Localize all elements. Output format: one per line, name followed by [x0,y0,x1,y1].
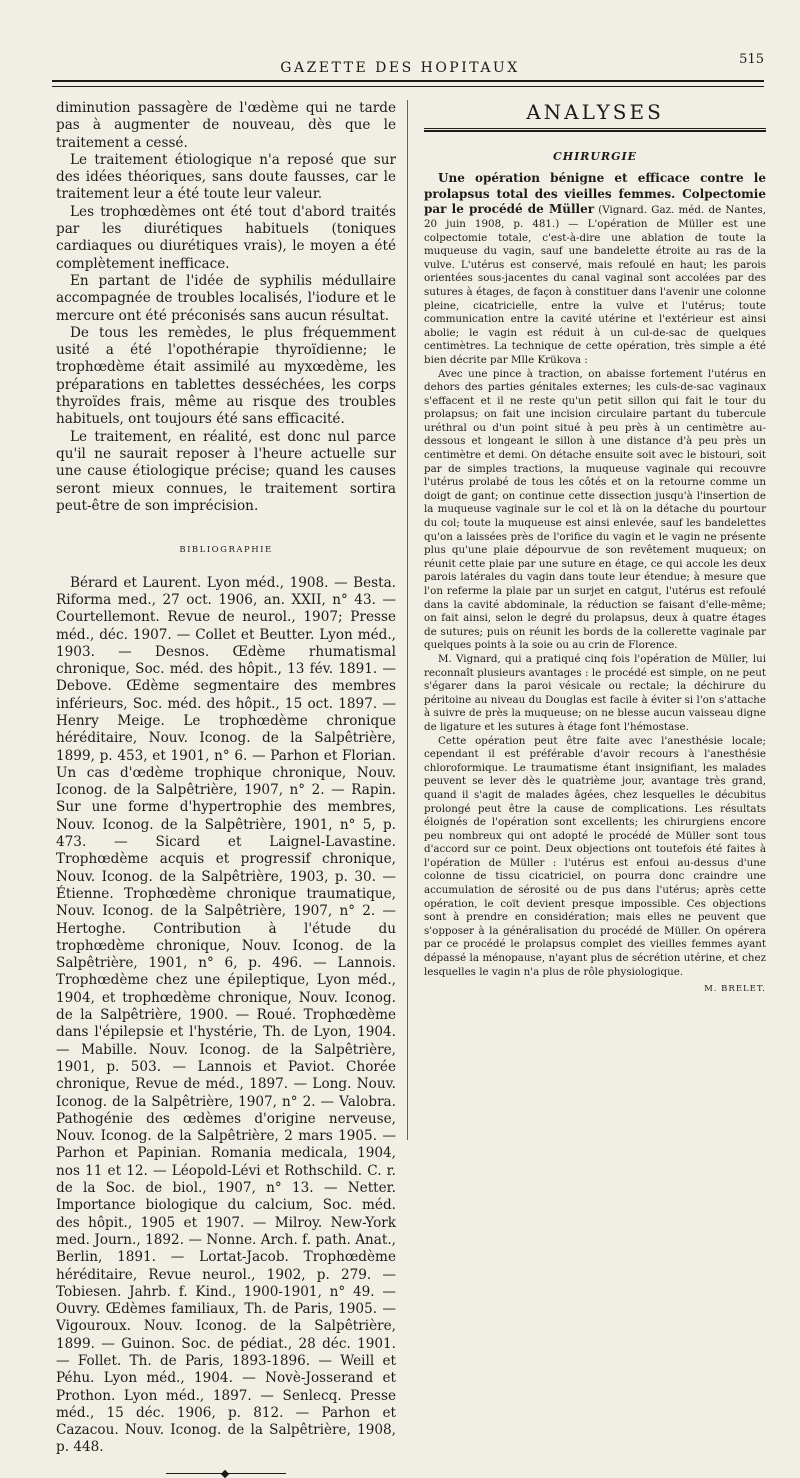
section-rule [424,128,766,129]
article-lead [424,171,766,367]
article-reference: (Vignard. Gaz. méd. de Nantes, 20 juin 1908, p. 481.) — L'opération de Müller est une colpectomie totale, c'est-à-dire une ablation de toute la muqueuse du vagin, sauf une bandelette étroite au ras de la vulve. L'utérus est conservé, mais refoulé en haut; les parois orientées sous-jacentes du canal vaginal sont accolées par des sutures à étages, de façon à constituer dans l'avenir une colonne pleine, cicatricielle, entre la vulve et l'utérus; toute communication entre la cavité utérine et l'extérieur est ainsi abolie; le vagin est réduit à un cul-de-sac de quelques centimètres. La technique de cette opération, très simple a été bien décrite par Mlle Krükova : [424,204,766,366]
section-title: ANALYSES [526,100,664,124]
bibliography-text: Bérard et Laurent. Lyon méd., 1908. — Besta. Riforma med., 27 oct. 1906, an. XXII, n° 43. — Courtellemont. Revue de neurol., 1907; Presse méd., déc. 1907. — Collet et Beutter. Lyon méd., 1903. — Desnos. Œdème rhumatismal chronique, Soc. méd. des hôpit., 13 fév. 1891. — Debove. Œdème segmentaire des membres inférieurs, Soc. méd. des hôpit., 15 oct. 1897. — Henry Meige. Le trophœdème chronique héréditaire, Nouv. Iconog. de la Salpêtrière, 1899, p. 453, et 1901, n° 6. — Parhon et Florian. Un cas d'œdème trophique chronique, Nouv. Iconog. de la Salpêtrière, 1907, n° 2. — Rapin. Sur une forme d'hypertrophie des membres, Nouv. Iconog. de la Salpêtrière, 1901, n° 5, p. 473. — Sicard et Laignel-Lavastine. Trophœdème acquis et progressif chronique, Nouv. Iconog. de la Salpêtrière, 1903, p. 30. — Étienne. Trophœdème chronique traumatique, Nouv. Iconog. de la Salpêtrière, 1907, n° 2. — Hertoghe. Contribution à l'étude du trophœdème chronique, Nouv. Iconog. de la Salpêtrière, 1901, n° 6, p. 496. — Lannois. Trophœdème chez une épileptique, Lyon méd., 1904, et trophœdème chronique, Nouv. Iconog. de la Salpêtrière, 1900. — Roué. Trophœdème dans l'épilepsie et l'hystérie, Th. de Lyon, 1904. — Mabille. Nouv. Iconog. de la Salpêtrière, 1901, p. 503. — Lannois et Paviot. Chorée chronique, Revue de méd., 1897. — Long. Nouv. Iconog. de la Salpêtrière, 1907, n° 2. — Valobra. Pathogénie des œdèmes d'origine nerveuse, Nouv. Iconog. de la Salpêtrière, 2 mars 1905. — Parhon et Papinian. Romania medicala, 1904, nos 11 et 12. — Léopold-Lévi et Rothschild. C. r. de la Soc. de biol., 1907, n° 13. — Netter. Importance biologique du calcium, Soc. méd. des hôpit., 1905 et 1907. — Milroy. New-York med. Journ., 1892. — Nonne. Arch. f. path. Anat., Berlin, 1891. — Lortat-Jacob. Trophœdème héréditaire, Revue neurol., 1902, p. 279. — Tobiesen. Jahrb. f. Kind., 1900-1901, n° 49. — Ouvry. Œdèmes familiaux, Th. de Paris, 1905. — Vigouroux. Nouv. Iconog. de la Salpêtrière, 1899. — Guinon. Soc. de pédiat., 28 déc. 1901. — Follet. Th. de Paris, 1893-1896. — Weill et Péhu. Lyon méd., 1904. — Novè-Josserand et Prothon. Lyon méd., 1897. — Senlecq. Presse méd., 15 déc. 1906, p. 812. — Parhon et Cazacou. Nouv. Iconog. de la Salpêtrière, 1908, p. 448. [56,574,396,1456]
right-column [424,100,766,997]
paragraph: De tous les remèdes, le plus fréquemment usité a été l'opothérapie thyroïdienne; le trophœdème était assimilé au myxœdème, les préparations en tablettes desséchées, les corps thyroïdes frais, même au risque des troubles habituels, ont toujours été sans efficacité. [56,324,396,428]
paragraph: Cette opération peut être faite avec l'anesthésie locale; cependant il est préférable d'avoir recours à l'anesthésie chloroformique. Le traumatisme étant insignifiant, les malades peuvent se lever dès le quatrième jour, avantage très grand, quand il s'agit de malades âgées, chez lesquelles le décubitus prolongé peut être la cause de complications. Les résultats éloignés de l'opération sont excellents; les chirurgiens encore peu nombreux qui ont adopté le procédé de Müller sont tous d'accord sur ce point. Deux objections ont toutefois été faites à l'opération de Müller : l'utérus est enfoui au-dessus d'une colonne de tissu cicatriciel, on pourra donc craindre une accumulation de sérosité ou de pus dans l'utérus; après cette opération, le coït devient presque impossible. Ces objections sont à prendre en considération; mais elles ne peuvent que s'opposer à la généralisation du procédé de Müller. On opérera par ce procédé le prolapsus complet des vieilles femmes ayant dépassé la ménopause, n'ayant plus de sécrétion utérine, et chez lesquelles le vagin n'a plus de rôle physiologique. [424,734,766,978]
author-signature: M. BRELET. [704,984,766,995]
column-divider [407,100,408,1140]
header-rule-thin [52,86,764,87]
paragraph: Les trophœdèmes ont été tout d'abord traités par les diurétiques habituels (toniques cardiaques ou diurétiques vrais), le moyen a été complètement inefficace. [56,203,396,272]
header-rule [52,80,764,82]
subsection-title: CHIRURGIE [552,149,638,163]
paragraph: M. Vignard, qui a pratiqué cinq fois l'opération de Müller, lui reconnaît plusieurs avantages : le procédé est simple, on ne peut s'égarer dans la paroi vésicale ou rectale; la déchirure du péritoine au niveau du Douglas est facile à éviter si l'on s'attache à suivre de près la muqueuse; on ne blesse aucun vaisseau digne de ligature et les sutures à étage font l'hémostase. [424,652,766,733]
paragraph: diminution passagère de l'œdème qui ne tarde pas à augmenter de nouveau, dès que le traitement a cessé. [56,100,396,151]
bibliography-heading: BIBLIOGRAPHIE [179,545,273,556]
page-header [0,0,800,92]
paragraph: Le traitement étiologique n'a reposé que sur des idées théoriques, sans doute fausses, car le traitement leur a été toute leur valeur. [56,151,396,203]
paragraph: Le traitement, en réalité, est donc nul parce qu'il ne saurait reposer à l'heure actuelle sur une cause étiologique précise; quand les causes seront mieux connues, le traitement sortira peut-être de son imprécision. [56,428,396,514]
paragraph: En partant de l'idée de syphilis médullaire accompagnée de troubles localisés, l'iodure et le mercure ont été préconisés sans aucun résultat. [56,272,396,324]
end-ornament [166,1471,286,1477]
page-number: 515 [739,52,764,67]
running-title: GAZETTE DES HOPITAUX [280,60,520,76]
left-column [56,100,396,1477]
article-title: Une opération bénigne et efficace contre le prolapsus total des vieilles femmes. Colpectomie par le procédé de Müller [424,171,766,217]
paragraph: Avec une pince à traction, on abaisse fortement l'utérus en dehors des parties génitales externes; les culs-de-sac vaginaux s'effacent et il ne reste qu'un petit sillon qui fait le tour du prolapsus; on fait une incision circulaire partant du tubercule uréthral ou d'un point situé à peu près à un centimètre au-dessous et longeant le sillon à une distance d'à peu près un centimètre et demi. On détache ensuite soit avec le bistouri, soit par de simples tractions, la muqueuse vaginale qui recouvre l'utérus prolabé de tous les côtés et on la retourne comme un doigt de gant; on continue cette dissection jusqu'à l'insertion de la muqueuse vaginale sur le col et là on la détache du pourtour du col; toute la muqueuse est ainsi enlevée, sauf les bandelettes qu'on a laissées près de l'orifice du vagin et le vagin ne présente plus qu'une plaie dépourvue de son revêtement muqueux; on réunit cette plaie par une suture en étage, ce qui accole les deux parois latérales du vagin dans toute leur étendue; à mesure que l'on referme la plaie par un surjet en catgut, l'utérus est refoulé dans la cavité abdominale, la réduction se faisant d'elle-même; on fait ainsi, selon le degré du prolapsus, deux à quatre étages de sutures; puis on réunit les bords de la collerette vaginale par quelques points à la soie ou au crin de Florence. [424,367,766,652]
section-rule-thick [424,130,766,132]
